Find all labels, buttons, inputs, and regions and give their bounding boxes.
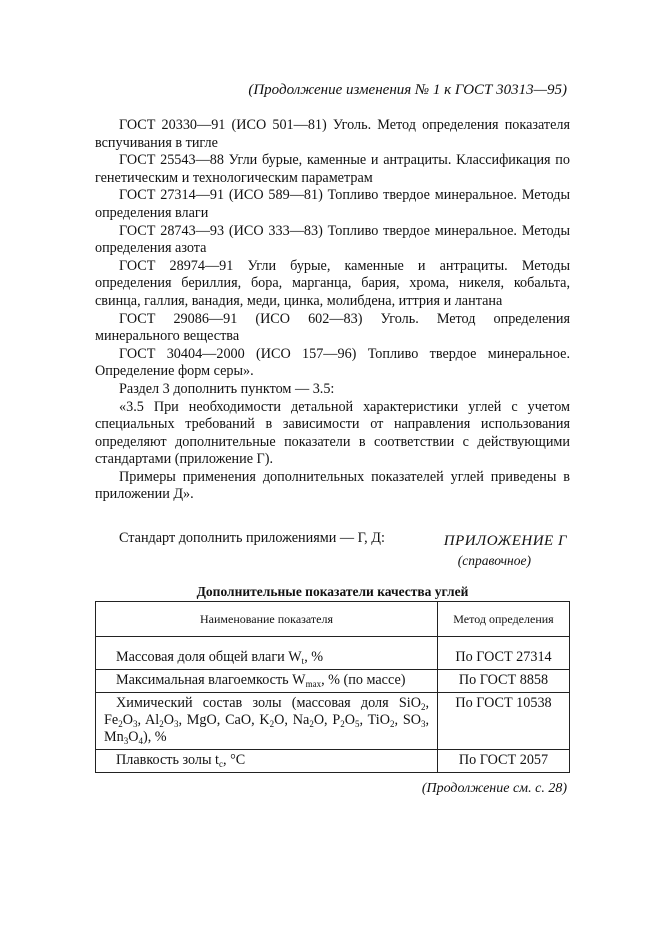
continuation-footer: (Продолжение см. с. 28)	[421, 781, 567, 796]
paragraph: ГОСТ 27314—91 (ИСО 589—81) Топливо твердое минеральное. Методы определения влаги	[95, 187, 570, 221]
table-title: Дополнительные показатели качества углей	[196, 584, 469, 599]
paragraph: ГОСТ 29086—91 (ИСО 602—83) Уголь. Метод определения минерального вещества	[95, 310, 570, 345]
indicator-method: По ГОСТ 27314	[438, 637, 570, 670]
continuation-header: (Продолжение изменения № 1 к ГОСТ 30313—95)	[248, 82, 567, 98]
table-header-row	[96, 602, 570, 637]
indicator-name: Плавкость золы $t_c$, °C	[96, 750, 438, 773]
paragraph: Примеры применения дополнительных показателей углей приведены в приложении Д».	[95, 468, 570, 503]
paragraph: ГОСТ 25543—88 Угли бурые, каменные и антрациты. Классификация по генетическим и технологическим параметрам	[95, 152, 570, 186]
indicator-name: Максимальная влагоемкость $W_{max}$, % (по массе)	[96, 670, 438, 693]
indicator-name: Массовая доля общей влаги $W_t$, %	[96, 637, 438, 670]
paragraph: ГОСТ 30404—2000 (ИСО 157—96) Топливо твердое минеральное. Определение форм серы».	[95, 345, 570, 380]
indicator-method: По ГОСТ 10538	[438, 693, 570, 750]
appendix-title: ПРИЛОЖЕНИЕ Г	[443, 533, 567, 549]
paragraph: Раздел 3 дополнить пунктом — 3.5:	[119, 380, 335, 397]
table-row	[96, 750, 570, 773]
table-row	[96, 670, 570, 693]
paragraph: ГОСТ 28974—91 Угли бурые, каменные и антрациты. Методы определения бериллия, бора, марганца, бария, хрома, никеля, кобальта, свинца, галлия, ванадия, меди, цинка, молибдена, иттрия и лантана	[95, 257, 570, 309]
column-header-name: Наименование показателя	[96, 602, 438, 637]
appendix-subtitle: (справочное)	[457, 553, 531, 568]
indicators-table	[95, 601, 570, 773]
paragraph: ГОСТ 28743—93 (ИСО 333—83) Топливо твердое минеральное. Методы определения азота	[95, 222, 570, 257]
indicator-method: По ГОСТ 8858	[438, 670, 570, 693]
indicator-name: Химический состав золы (массовая доля SiO$_2$, $Fe_2O_3$, $Al_2O_3$, MgO, CaO, $K_2O$, $Na_2O$, $P_2O_5$, TiO$_2$, $SO_3$, $Mn_3O_4$), %	[96, 693, 438, 750]
paragraph: ГОСТ 20330—91 (ИСО 501—81) Уголь. Метод определения показателя вспучивания в тигле	[95, 117, 570, 151]
column-header-method: Метод определения	[438, 602, 570, 637]
table-row	[96, 693, 570, 750]
standart-line: Стандарт дополнить приложениями — Г, Д:	[119, 530, 385, 547]
document-body	[95, 117, 570, 548]
indicator-method: По ГОСТ 2057	[438, 750, 570, 773]
paragraph: «3.5 При необходимости детальной характеристики углей с учетом специальных требований в зависимости от направления использования определяют дополнительные показатели в соответствии с действующими стандартами (приложение Г).	[95, 398, 570, 468]
table-row	[96, 637, 570, 670]
